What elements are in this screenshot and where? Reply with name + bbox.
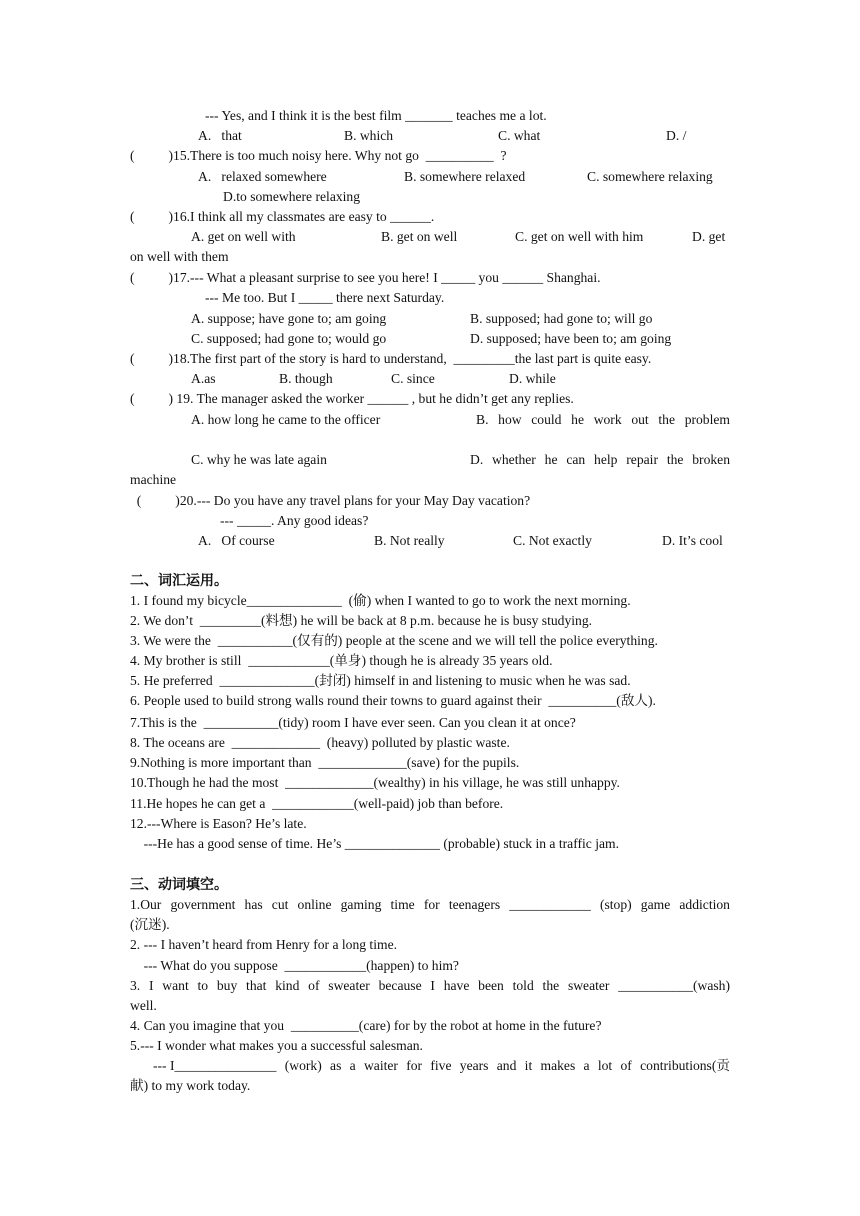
word: 3.	[130, 978, 141, 993]
word: I	[148, 978, 154, 993]
q20-option-a: A. Of course	[198, 533, 275, 548]
q19-option-c: C. why he was late again	[191, 452, 327, 467]
word: for	[423, 897, 440, 912]
word: cut	[271, 897, 289, 912]
word: sweater	[328, 978, 370, 993]
q17-option-b: B. supposed; had gone to; will go	[470, 311, 653, 326]
vocab-item-6: 6. People used to build strong walls round their towns to guard against their __________(敌人).	[130, 693, 656, 708]
q14-option-a: A. that	[198, 128, 242, 143]
word: have	[443, 978, 470, 993]
vocab-item-12: 12.---Where is Eason? He’s late.	[130, 816, 307, 831]
word: five	[430, 1058, 452, 1073]
word: for	[406, 1058, 423, 1073]
word: the	[666, 452, 684, 467]
q15-option-d: D.to somewhere relaxing	[223, 189, 361, 204]
word: teenagers	[448, 897, 501, 912]
word: that	[246, 978, 267, 993]
vocab-item-2: 2. We don’t _________(料想) he will be back at 8 p.m. because he is busy studying.	[130, 613, 593, 628]
word: I	[430, 978, 435, 993]
word: (work)	[284, 1058, 322, 1073]
q16-prompt: ( )16.I think all my classmates are easy to ______.	[130, 209, 435, 224]
section2-heading: 二、词汇运用。	[130, 573, 228, 589]
word: out	[631, 412, 649, 427]
verb-item-2-reply: --- What do you suppose ____________(happen) to him?	[130, 958, 459, 973]
word: 1.Our	[130, 897, 162, 912]
word: work	[593, 412, 622, 427]
q16-option-d: D. get	[692, 229, 726, 244]
vocab-item-5: 5. He preferred ______________(封闭) himself in and listening to music when he was sad.	[130, 673, 631, 688]
word: has	[244, 897, 263, 912]
word: the	[542, 978, 560, 993]
q19-option-b	[476, 411, 730, 429]
verb-item-3	[130, 977, 730, 995]
word: --- I_______________	[153, 1058, 277, 1073]
word: it	[524, 1058, 533, 1073]
word: makes	[540, 1058, 576, 1073]
word: years	[459, 1058, 489, 1073]
word: how	[498, 412, 522, 427]
word: sweater	[567, 978, 610, 993]
q15-prompt: ( )15.There is too much noisy here. Why not go __________ ?	[130, 148, 507, 163]
word: a	[583, 1058, 590, 1073]
word: (stop)	[599, 897, 632, 912]
word: of	[308, 978, 320, 993]
q15-option-a: A. relaxed somewhere	[198, 169, 327, 184]
word: ___________(wash)	[618, 978, 730, 993]
q19-prompt: ( ) 19. The manager asked the worker ______ , but he didn’t get any replies.	[130, 391, 574, 406]
vocab-item-10: 10.Though he had the most _____________(wealthy) in his village, he was still unhappy.	[130, 775, 620, 790]
vocab-item-12-reply: ---He has a good sense of time. He’s ______________ (probable) stuck in a traffic jam.	[130, 836, 619, 851]
q20-option-d: D. It’s cool	[662, 533, 723, 548]
word: repair	[626, 452, 658, 467]
word: the	[658, 412, 675, 427]
vocab-item-7: 7.This is the ___________(tidy) room I have ever seen. Can you clean it at once?	[130, 715, 576, 730]
word: told	[512, 978, 534, 993]
q18-option-d: D. while	[509, 371, 556, 386]
word: lot	[597, 1058, 613, 1073]
word: could	[531, 412, 562, 427]
q19-option-a: A. how long he came to the officer	[191, 412, 381, 427]
verb-item-5: 5.--- I wonder what makes you a successful salesman.	[130, 1038, 423, 1053]
verb-item-3-wrap: well.	[130, 998, 157, 1013]
q19-option-d-wrap: machine	[130, 472, 177, 487]
word: buy	[216, 978, 238, 993]
verb-item-1	[130, 896, 730, 914]
word: and	[496, 1058, 517, 1073]
q18-option-a: A.as	[191, 371, 216, 386]
word: whether	[492, 452, 536, 467]
word: kind	[275, 978, 300, 993]
word: can	[566, 452, 586, 467]
word: B.	[476, 412, 489, 427]
q14-dialogue-line: --- Yes, and I think it is the best film _______ teaches me a lot.	[205, 108, 547, 123]
word: time	[390, 897, 415, 912]
vocab-item-9: 9.Nothing is more important than _____________(save) for the pupils.	[130, 755, 520, 770]
word: contributions(贡	[640, 1058, 730, 1073]
q20-prompt: ( )20.--- Do you have any travel plans for your May Day vacation?	[130, 493, 531, 508]
q18-prompt: ( )18.The first part of the story is hard to understand, _________the last part is quite easy.	[130, 351, 652, 366]
word: ____________	[509, 897, 591, 912]
verb-item-1-wrap: (沉迷).	[130, 917, 170, 932]
q18-option-c: C. since	[391, 371, 435, 386]
vocab-item-8: 8. The oceans are _____________ (heavy) polluted by plastic waste.	[130, 735, 510, 750]
q20-option-c: C. Not exactly	[513, 533, 592, 548]
word: want	[162, 978, 189, 993]
word: addiction	[679, 897, 730, 912]
q19-option-d	[470, 451, 730, 469]
q20-option-b: B. Not really	[374, 533, 445, 548]
verb-item-5-reply	[153, 1057, 730, 1075]
q16-option-b: B. get on well	[381, 229, 458, 244]
word: he	[544, 452, 558, 467]
q14-option-c: C. what	[498, 128, 541, 143]
q18-option-b: B. though	[279, 371, 333, 386]
q16-option-a: A. get on well with	[191, 229, 296, 244]
word: a	[349, 1058, 356, 1073]
q15-option-c: C. somewhere relaxing	[587, 169, 713, 184]
verb-item-5-wrap: 献) to my work today.	[130, 1078, 251, 1093]
verb-item-4: 4. Can you imagine that you __________(care) for by the robot at home in the future?	[130, 1018, 602, 1033]
word: to	[197, 978, 209, 993]
q16-option-d-wrap: on well with them	[130, 249, 229, 264]
q14-option-b: B. which	[344, 128, 394, 143]
word: as	[330, 1058, 342, 1073]
word: of	[620, 1058, 632, 1073]
q17-prompt: ( )17.--- What a pleasant surprise to see you here! I _____ you ______ Shanghai.	[130, 270, 601, 285]
q20-dialogue-line: --- _____. Any good ideas?	[220, 513, 369, 528]
q16-option-c: C. get on well with him	[515, 229, 644, 244]
q17-option-c: C. supposed; had gone to; would go	[191, 331, 387, 346]
word: problem	[684, 412, 730, 427]
verb-item-2: 2. --- I haven’t heard from Henry for a long time.	[130, 937, 397, 952]
word: game	[640, 897, 671, 912]
word: broken	[692, 452, 730, 467]
word: waiter	[363, 1058, 398, 1073]
q17-dialogue-line: --- Me too. But I _____ there next Saturday.	[205, 290, 445, 305]
vocab-item-1: 1. I found my bicycle______________ (偷) when I wanted to go to work the next morning.	[130, 593, 631, 608]
vocab-item-11: 11.He hopes he can get a ____________(well-paid) job than before.	[130, 796, 504, 811]
section3-heading: 三、动词填空。	[130, 877, 228, 893]
word: help	[594, 452, 618, 467]
q17-option-d: D. supposed; have been to; am going	[470, 331, 672, 346]
word: been	[478, 978, 504, 993]
vocab-item-3: 3. We were the ___________(仅有的) people at the scene and we will tell the police everything.	[130, 633, 658, 648]
word: government	[170, 897, 236, 912]
word: D.	[470, 452, 484, 467]
word: gaming	[340, 897, 382, 912]
q14-option-d: D. /	[666, 128, 687, 143]
vocab-item-4: 4. My brother is still ____________(单身) though he is already 35 years old.	[130, 653, 553, 668]
word: he	[571, 412, 584, 427]
q17-option-a: A. suppose; have gone to; am going	[191, 311, 387, 326]
word: because	[378, 978, 422, 993]
q15-option-b: B. somewhere relaxed	[404, 169, 526, 184]
word: online	[297, 897, 332, 912]
